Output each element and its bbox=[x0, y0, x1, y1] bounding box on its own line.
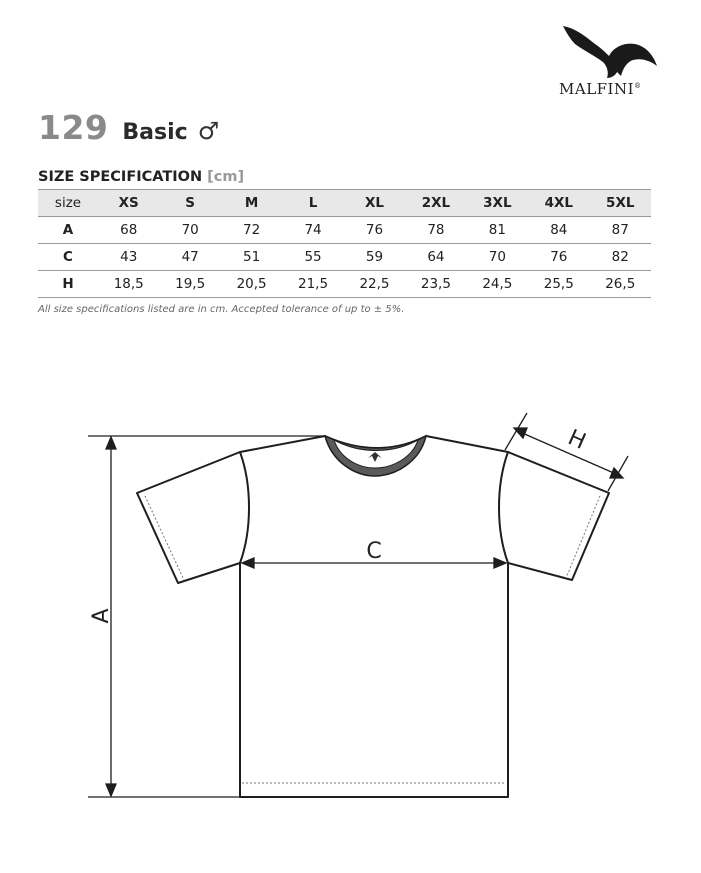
dimension-label-c: C bbox=[366, 539, 382, 564]
table-cell: 68 bbox=[98, 217, 159, 244]
row-label: H bbox=[38, 271, 98, 298]
table-cell: 26,5 bbox=[590, 271, 652, 298]
table-cell: 81 bbox=[467, 217, 528, 244]
row-label: C bbox=[38, 244, 98, 271]
table-cell: 84 bbox=[528, 217, 589, 244]
row-label: A bbox=[38, 217, 98, 244]
spec-unit: [cm] bbox=[207, 169, 245, 185]
table-cell: 72 bbox=[221, 217, 282, 244]
table-header-cell: L bbox=[282, 190, 343, 217]
table-header-cell: M bbox=[221, 190, 282, 217]
table-header-cell: 2XL bbox=[405, 190, 466, 217]
tolerance-note: All size specifications listed are in cm. Accepted tolerance of up to ± 5%. bbox=[38, 304, 405, 315]
table-cell: 64 bbox=[405, 244, 466, 271]
dimension-a bbox=[88, 436, 325, 797]
table-cell: 55 bbox=[282, 244, 343, 271]
product-name: Basic bbox=[122, 120, 188, 145]
table-header-cell: size bbox=[38, 190, 98, 217]
table-cell: 70 bbox=[159, 217, 220, 244]
table-cell: 22,5 bbox=[344, 271, 405, 298]
table-header-cell: XS bbox=[98, 190, 159, 217]
table-cell: 59 bbox=[344, 244, 405, 271]
dimension-h bbox=[505, 413, 628, 491]
table-header-cell: XL bbox=[344, 190, 405, 217]
table-cell: 51 bbox=[221, 244, 282, 271]
table-cell: 47 bbox=[159, 244, 220, 271]
table-cell: 43 bbox=[98, 244, 159, 271]
table-cell: 24,5 bbox=[467, 271, 528, 298]
table-header-cell: 3XL bbox=[467, 190, 528, 217]
product-number: 129 bbox=[38, 108, 109, 147]
registered-mark: ® bbox=[634, 82, 642, 90]
dimension-label-a: A bbox=[89, 608, 114, 624]
table-cell: 87 bbox=[590, 217, 652, 244]
spec-title-text: SIZE SPECIFICATION bbox=[38, 169, 203, 185]
table-cell: 25,5 bbox=[528, 271, 589, 298]
table-cell: 70 bbox=[467, 244, 528, 271]
table-cell: 21,5 bbox=[282, 271, 343, 298]
table-cell: 82 bbox=[590, 244, 652, 271]
brand-name: MALFINI bbox=[559, 80, 635, 98]
table-cell: 20,5 bbox=[221, 271, 282, 298]
table-cell: 76 bbox=[528, 244, 589, 271]
table-cell: 76 bbox=[344, 217, 405, 244]
table-cell: 74 bbox=[282, 217, 343, 244]
table-cell: 19,5 bbox=[159, 271, 220, 298]
tshirt-outline bbox=[137, 436, 609, 797]
table-cell: 23,5 bbox=[405, 271, 466, 298]
table-header-cell: 4XL bbox=[528, 190, 589, 217]
table-header-cell: S bbox=[159, 190, 220, 217]
table-cell: 78 bbox=[405, 217, 466, 244]
dimension-label-h: H bbox=[564, 425, 590, 455]
male-icon: ♂ bbox=[197, 117, 220, 145]
table-cell: 18,5 bbox=[98, 271, 159, 298]
table-header-cell: 5XL bbox=[590, 190, 652, 217]
